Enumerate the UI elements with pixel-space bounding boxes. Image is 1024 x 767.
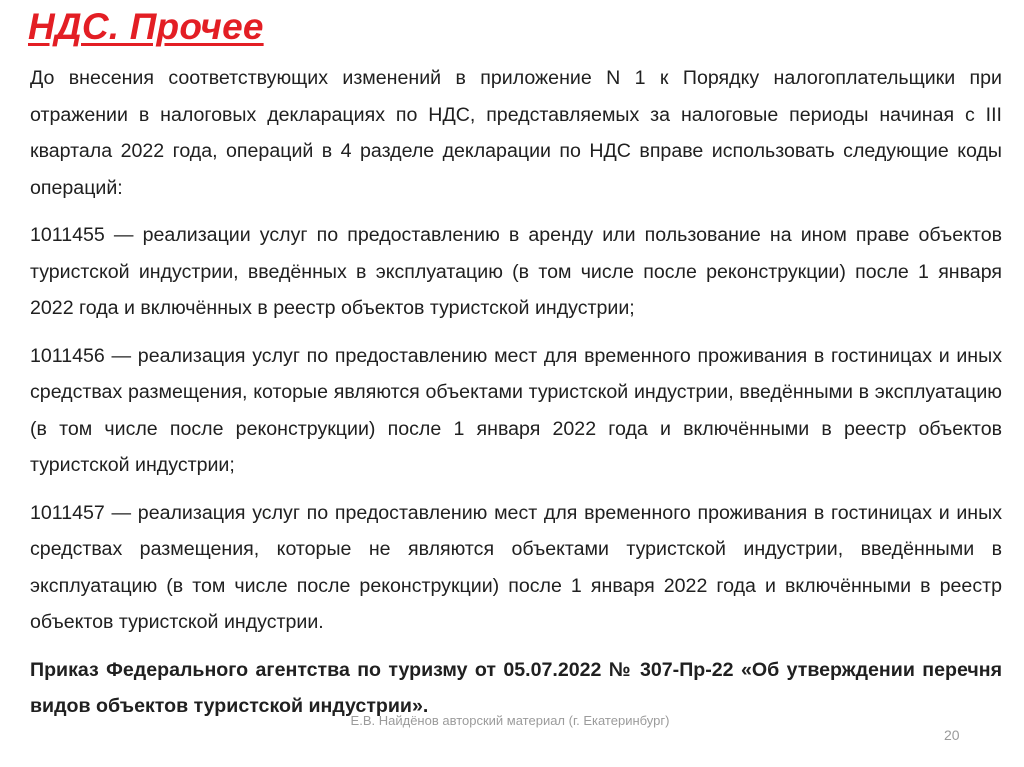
code-1011455-paragraph: 1011455 — реализации услуг по предоставлению в аренду или пользование на ином праве объектов туристской индустрии, введённых в эксплуатацию (в том числе после реконструкции) после 1 января 2022 года и включённых в реестр объектов туристской индустрии; <box>30 224 1002 319</box>
code-1011457-paragraph: 1011457 — реализация услуг по предоставлению мест для временного проживания в гостиницах и иных средствах размещения, которые не являются объектами туристской индустрии, введёнными в эксплуатацию (в том числе после реконструкции) после 1 января 2022 года и включёнными в реестр объектов туристской индустрии. <box>30 501 1002 633</box>
page-number: 20 <box>944 727 960 743</box>
slide-title: НДС. Прочее <box>28 6 264 47</box>
footer-author-watermark: Е.В. Найдёнов авторский материал (г. Екатеринбург) <box>350 713 670 728</box>
code-1011456-paragraph: 1011456 — реализация услуг по предоставлению мест для временного проживания в гостиницах и иных средствах размещения, которые являются объектами туристской индустрии, введёнными в эксплуатацию (в том числе после реконструкции) после 1 января 2022 года и включёнными в реестр объектов туристской индустрии; <box>30 344 1002 476</box>
order-reference: Приказ Федерального агентства по туризму от 05.07.2022 № 307-Пр-22 «Об утверждении перечня видов объектов туристской индустрии». <box>30 658 1002 717</box>
intro-paragraph: До внесения соответствующих изменений в приложение N 1 к Порядку налогоплательщики при отражении в налоговых декларациях по НДС, представляемых за налоговые периоды начиная с III квартала 2022 года, операций в 4 разделе декларации по НДС вправе использовать следующие коды операций: <box>30 67 1002 199</box>
slide-body <box>30 60 1002 736</box>
